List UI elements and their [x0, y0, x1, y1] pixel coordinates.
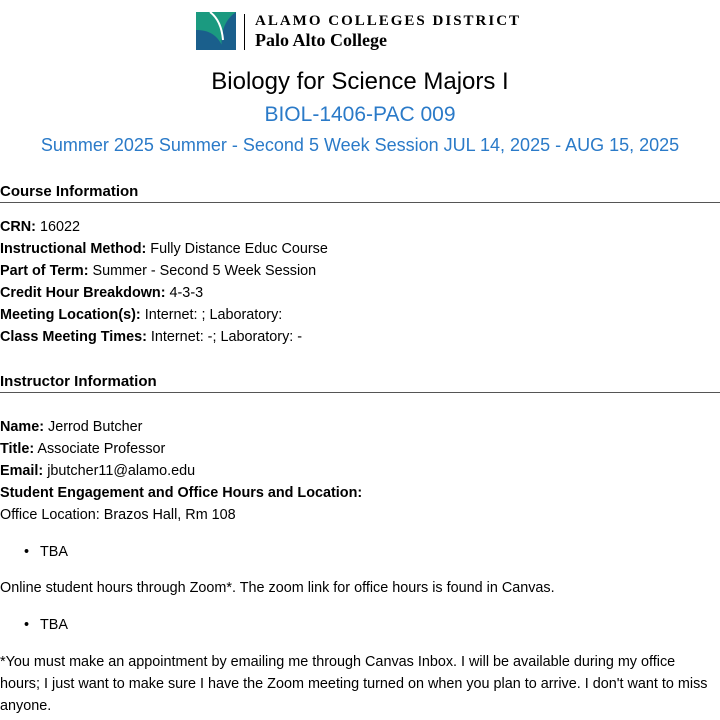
instructor-email-row	[0, 463, 195, 479]
field-value: 4-3-3	[169, 285, 204, 301]
field-label: Title:	[0, 441, 35, 457]
course-term: Summer 2025 Summer - Second 5 Week Session JUL 14, 2025 - AUG 15, 2025	[40, 135, 680, 155]
online-hours-bullet	[24, 617, 68, 633]
bullet-text: TBA	[40, 544, 68, 560]
office-hours-heading	[0, 485, 362, 501]
course-code: BIOL-1406-PAC 009	[264, 103, 456, 126]
field-value: Summer - Second 5 Week Session	[92, 263, 317, 279]
crn-row	[0, 219, 80, 235]
field-value: Associate Professor	[37, 441, 166, 457]
field-label: Class Meeting Times:	[0, 329, 147, 345]
district-name: ALAMO COLLEGES DISTRICT	[255, 13, 522, 29]
instructor-information-heading: Instructor Information	[0, 373, 720, 393]
field-label: Credit Hour Breakdown:	[0, 285, 166, 301]
course-title: Biology for Science Majors I	[211, 68, 509, 95]
field-value: Internet: ; Laboratory:	[144, 307, 283, 323]
appointment-note: *You must make an appointment by emailing me through Canvas Inbox. I will be available during my office hours; I just want to make sure I have the Zoom meeting turned on when you plan to arrive. I don't want to miss anyone.	[0, 654, 708, 714]
field-value: Fully Distance Educ Course	[150, 241, 328, 257]
college-name: Palo Alto College	[255, 30, 387, 50]
office-location: Office Location: Brazos Hall, Rm 108	[0, 507, 236, 523]
field-label: Email:	[0, 463, 44, 479]
field-label: Instructional Method:	[0, 241, 147, 257]
instructor-name-row	[0, 419, 142, 435]
online-hours-text: Online student hours through Zoom*. The zoom link for office hours is found in Canvas.	[0, 580, 555, 596]
field-value: jbutcher11@alamo.edu	[47, 463, 196, 479]
palo-alto-logo-icon	[196, 12, 236, 50]
logo-divider	[244, 14, 245, 50]
meeting-location-row	[0, 307, 282, 323]
bullet-text: TBA	[40, 617, 68, 633]
field-label: Part of Term:	[0, 263, 89, 279]
field-label: Name:	[0, 419, 44, 435]
course-information-heading: Course Information	[0, 183, 720, 203]
field-label: Meeting Location(s):	[0, 307, 141, 323]
field-label: Student Engagement and Office Hours and Location:	[0, 485, 363, 501]
part-of-term-row	[0, 263, 316, 279]
credit-hour-row	[0, 285, 203, 301]
office-hours-bullet	[24, 544, 68, 560]
field-label: CRN:	[0, 219, 36, 235]
instructor-title-row	[0, 441, 165, 457]
meeting-times-row	[0, 329, 302, 345]
college-logo	[196, 12, 526, 52]
instructional-method-row	[0, 241, 328, 257]
field-value: Internet: -; Laboratory: -	[150, 329, 303, 345]
field-value: Jerrod Butcher	[48, 419, 143, 435]
field-value: 16022	[39, 219, 81, 235]
